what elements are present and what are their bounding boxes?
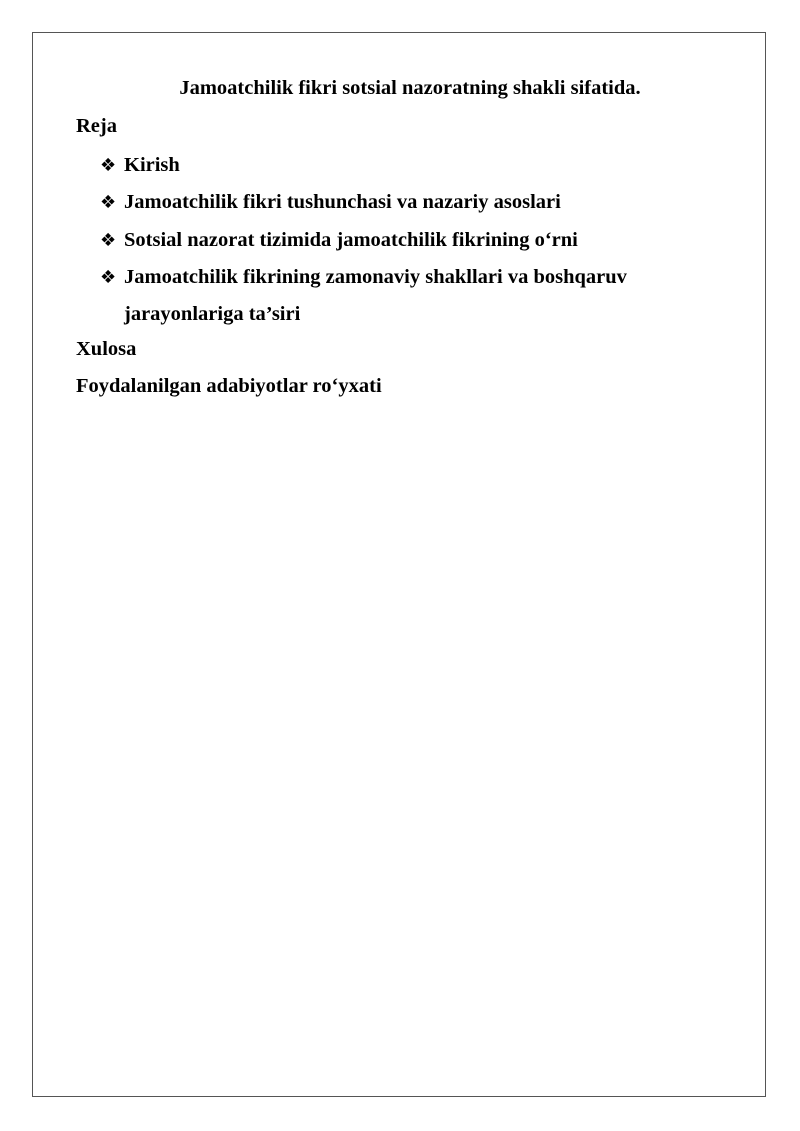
diamond-bullet-icon: ❖ (100, 155, 117, 176)
plan-item-concept (100, 184, 684, 221)
conclusion-heading: Xulosa (76, 338, 137, 360)
diamond-bullet-icon: ❖ (100, 229, 117, 251)
plan-heading: Reja (76, 115, 117, 137)
plan-item-label: Kirish (124, 154, 180, 176)
document-title: Jamoatchilik fikri sotsial nazoratning shakli sifatida. (179, 77, 641, 99)
plan-item-role (100, 222, 684, 259)
plan-item-modern-forms (100, 259, 684, 334)
plan-item-label: Jamoatchilik fikri tushunchasi va nazariy asoslari (124, 191, 561, 214)
plan-item-label: Sotsial nazorat tizimida jamoatchilik fikrining o‘rni (124, 228, 578, 251)
references-heading: Foydalanilgan adabiyotlar ro‘yxati (76, 375, 382, 397)
diamond-bullet-icon: ❖ (100, 192, 117, 214)
plan-list (100, 147, 684, 333)
plan-item-label: Jamoatchilik fikrining zamonaviy shakllari va boshqaruv jarayonlariga ta’siri (124, 265, 627, 326)
diamond-bullet-icon: ❖ (100, 266, 117, 288)
plan-item-introduction (100, 147, 684, 184)
